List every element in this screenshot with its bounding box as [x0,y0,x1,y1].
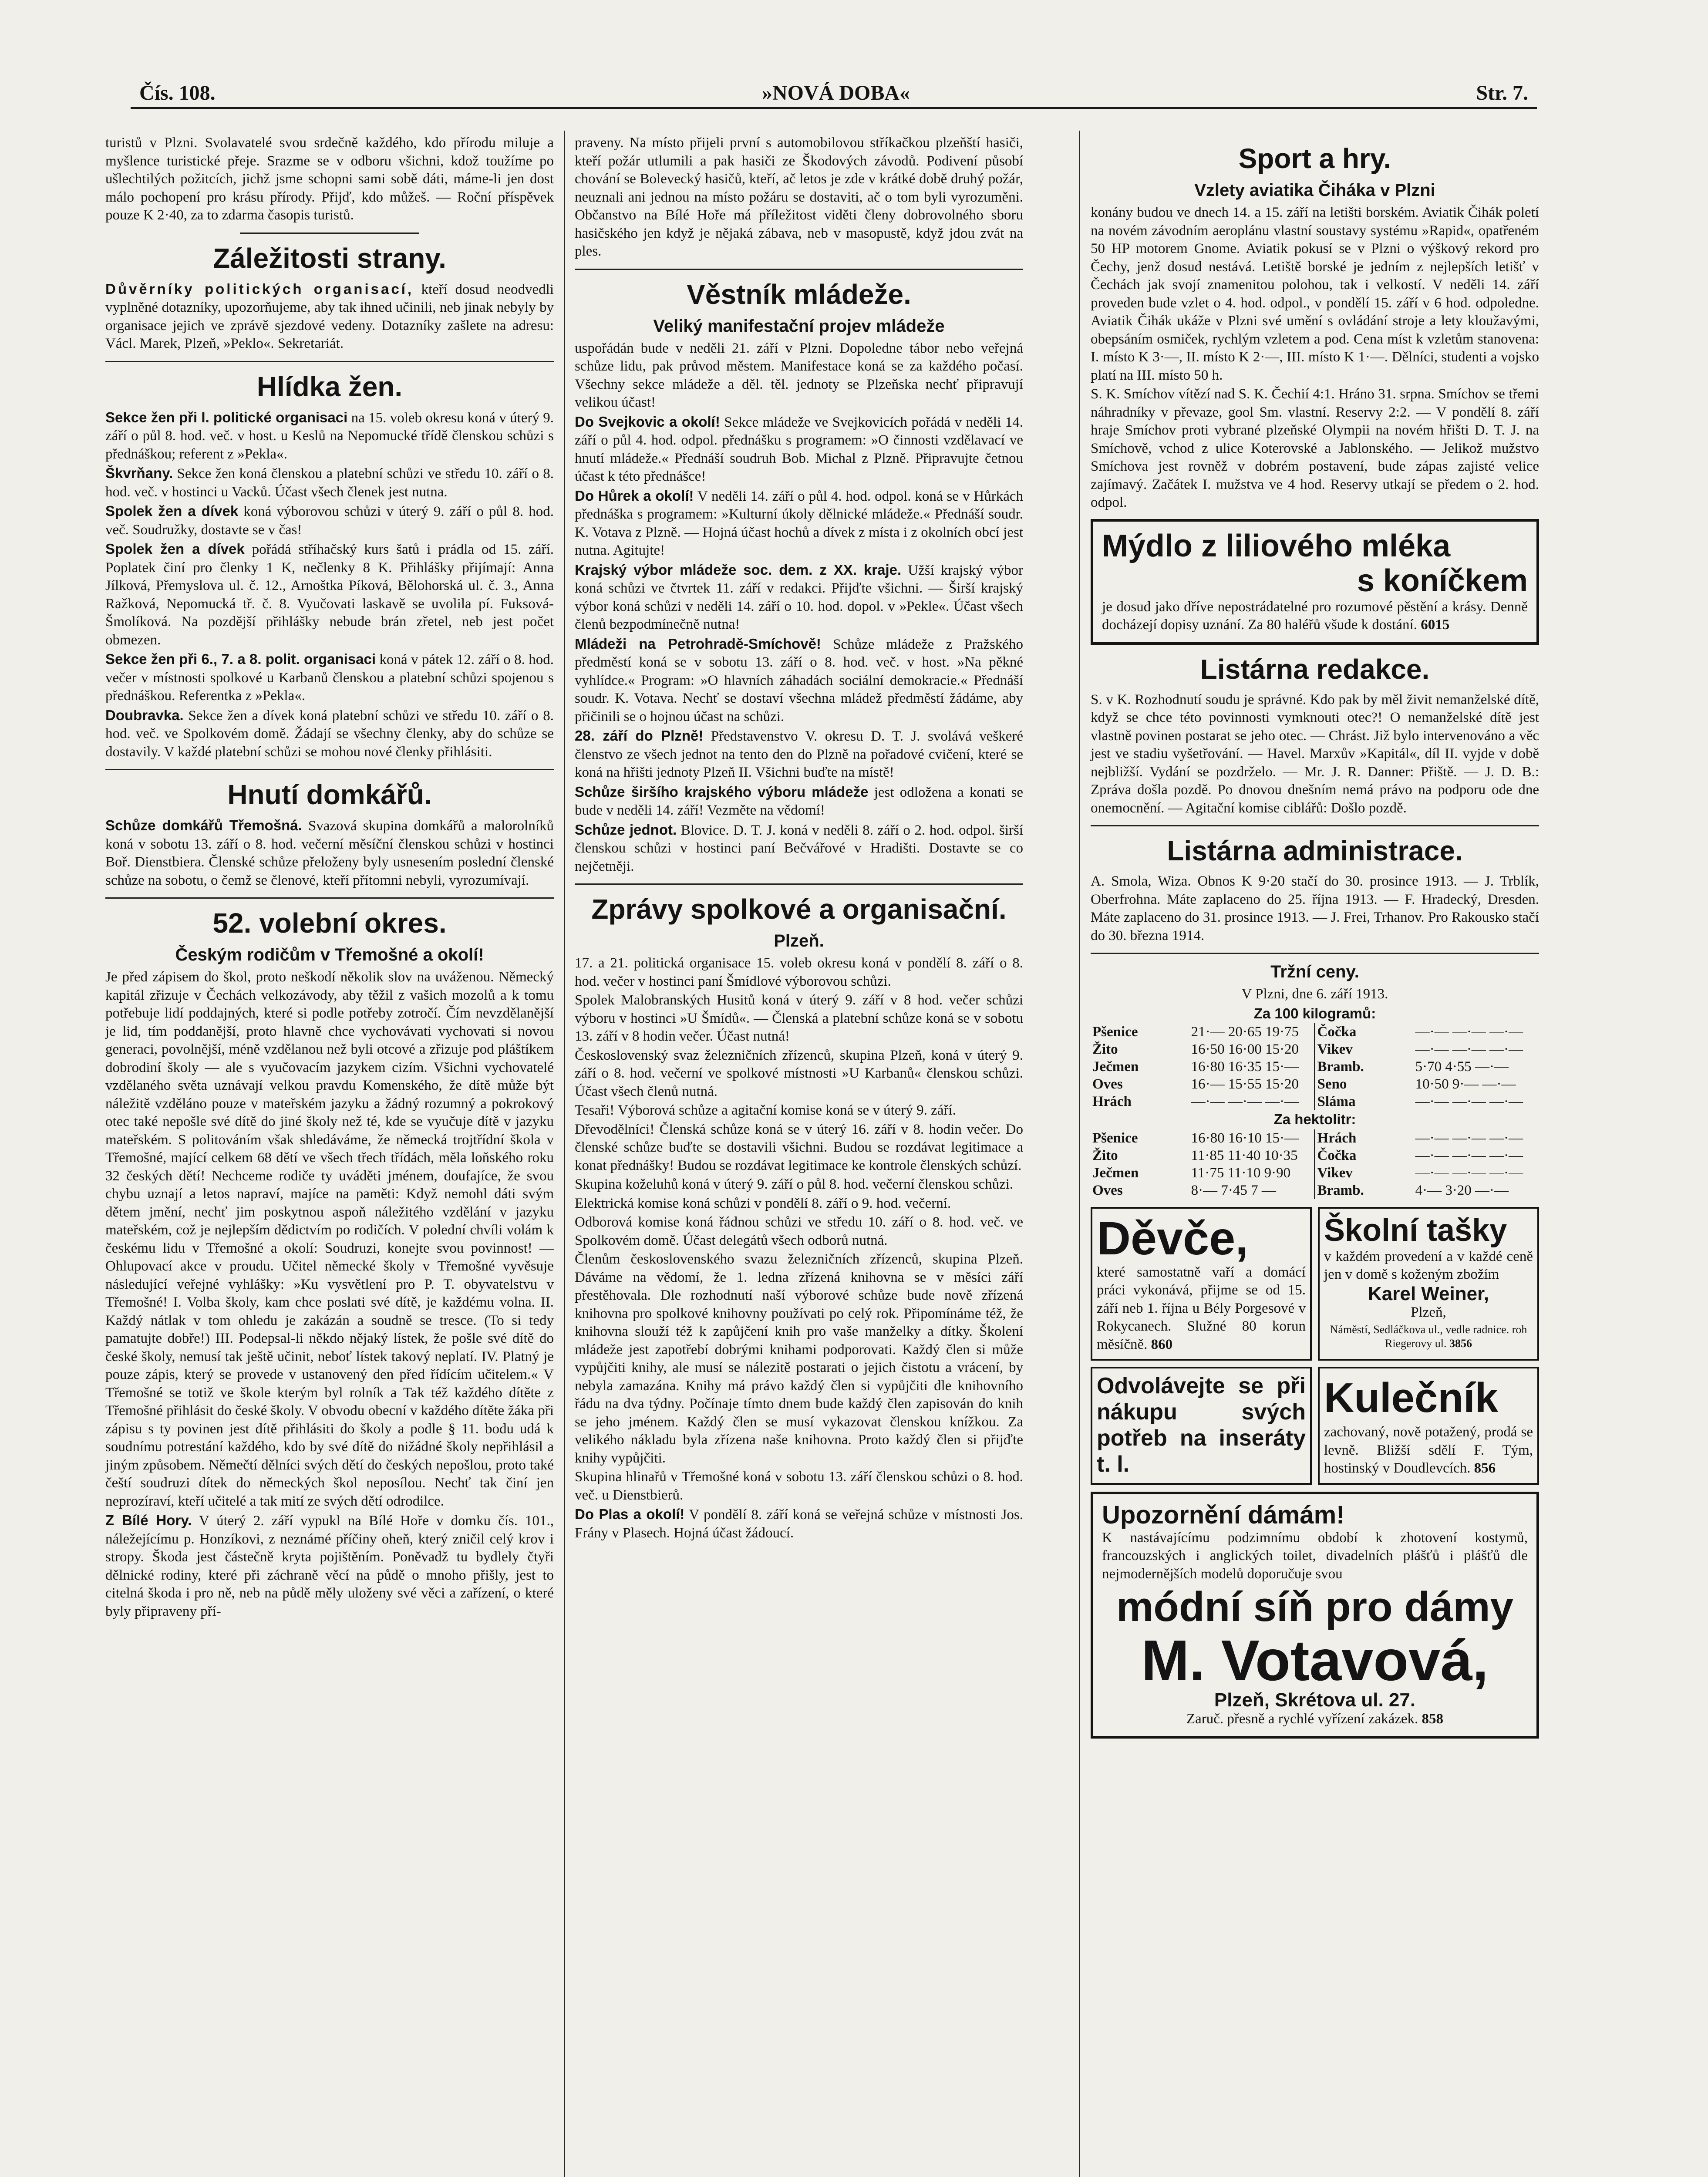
paragraph-lead: Mládeži na Petrohradě-Smíchově! [575,635,821,652]
ad-text: K nastávajícímu podzimnímu období k zhotovení kostymů, francouzských i anglických toilet, divadelních plášťů i plášťů dle nejmodernějších modelů doporučuje svou [1102,1530,1528,1582]
commodity-prices: 4·— 3·20 —·— [1415,1182,1509,1198]
ad-number: 3856 [1449,1337,1472,1350]
price-row [1091,1164,1539,1182]
ad-number: 6015 [1421,617,1450,633]
paragraph-text: V neděli 14. září o půl 4. hod. odpol. koná se v Hůrkách přednáška s programem: »Kulturní úkoly dělnické mládeže.« Přednáší soudr. K. Votava z Plzně. — Hojná účast hochů a dívek z místa i z okolních obcí jest nutna. Agitujte! [575,488,1024,558]
separator [575,883,1023,885]
ad-number: 858 [1422,1711,1444,1727]
ad-slogan: módní síň pro dámy [1116,1584,1514,1630]
price-row [1091,1182,1539,1199]
commodity-prices: 8·— 7·45 7 — [1191,1182,1276,1198]
paragraph-text: koná v pátek 12. září o 8. hod. večer v místnosti spolkové u Karbanů členskou a platební schůzi spojenou s přednáškou. Referentka z »Pekla«. [105,652,554,704]
commodity-name: Čočka [1315,1023,1414,1041]
ad-address-text: Náměstí, Sedláčkova ul., vedle radnice. roh Riegerovy ul. [1330,1323,1527,1350]
section-heading: Věstník mládeže. [687,278,911,310]
ad-headline: Mýdlo z liliového mléka [1102,528,1451,563]
paragraph-lead: Sekce žen při 6., 7. a 8. polit. organisaci [105,651,376,667]
ad-number: 860 [1151,1336,1173,1352]
article-text: Skupina koželuhů koná v úterý 9. září o půl 8. hod. večerní členskou schůzi. [575,1176,1014,1192]
paragraph-text: pořádá stříhačský kurs šatů i prádla od 15. září. Poplatek činí pro členky 1 K, nečlenky 8 K. Přihlášky přijímají: Anna Jílková, Přemyslova ul. č. 12., Arnoštka Píková, Bělohorská ul. č. 3., Anna Ražková, Nepomucká tř. č. 8. Vyučovati laskavě se uvolila pí. Fuksová-Šmolíková. Na pozdější přihlášky nebude brán zřetel, neb jest počet obmezen. [105,542,554,648]
section-heading: Tržní ceny. [1270,962,1359,981]
article-paragraph [105,650,554,705]
ad-text [1102,598,1528,634]
article-heading: Plzeň. [774,931,824,950]
price-row [1091,1093,1539,1110]
article-text: Členům československého svazu železničních zřízenců, skupina Plzeň. Dáváme na vědomí, že 1. ledna zřízená knihovna se v měsíci září přestěhovala. Dle rozhodnutí naší výborové schůze bude nově zřízená knihovna pro spolkové knihovny používati po celý rok. Připomínáme též, že knihovna slouží též k zapůjčení knih pro vaše manželky a dítky. Školení mládeže jest zapotřebí dobrými knihami podporovati. Každý člen si může vypůjčiti knihy, ale musí se nálezitě postarati o jejich čistotu a vrácení, by nebyla zamazána. Knihy má právo každý člen si vypůjčiti dle knihovního řádu na dva týdny. Počínaje tímto dnem bude každý člen zapisován do knih se jeho jménem. Každý člen se musí vykazovat členskou knížkou. Za velikého nákladu byla zřízena naše knihovna. Proto každý člen si přijďte knihy vypůjčiti. [575,1251,1023,1466]
commodity-name: Hrách [1092,1094,1132,1109]
article-text: konány budou ve dnech 14. a 15. září na letišti borském. Aviatik Čihák poletí na novém závodním aeroplánu vlastní soustavy systému »Rapid«, opatřeném 50 HP motorem Gnome. Aviatik pokusí se v Plzni o výškový rekord pro Čechy, jenž dosud nestává. Letiště borské je jedním z nejlepších letišť v Čechách jak svojí znamenitou polohou, tak i velkostí. V neděli 14. září proveden bude vzlet o 4. hod. odpol., v pondělí 15. září v 6 hod. odpoledne. Aviatik Čihák ukáže v Plzni své umění s ovládání stroje a lety kloužavými, obepsáním osmiček, rychlým vzletem a pod. Cena míst k vzletům stanovena: I. místo K 3·—, II. místo K 2·—, III. místo K 1·—. Dělníci, studenti a vojsko platí na III. místo 50 h. [1091,205,1539,383]
article-paragraph [575,487,1023,560]
paragraph-lead: Do Plas a okolí! [575,1506,685,1522]
article-paragraph [575,821,1023,876]
article-text: Československý svaz železničních zřízenců, skupina Plzeň, koná v úterý 9. září o 8. hod. večerní ve spolkové místnosti »U Karbanů« členskou schůzi. Účast všech členů nutná. [575,1047,1023,1099]
column-1 [105,134,554,1621]
commodity-name: Čočka [1315,1147,1414,1164]
article-text: uspořádán bude v neděli 21. září v Plzni. Dopoledne tábor nebo veřejná schůze lidu, pak průvod městem. Manifestace koná se za každého počasí. Všechny sekce mládeže a děl. těl. jednoty se Plzeňska nechť připravují velikou účast! [575,340,1023,410]
price-row [1091,1058,1539,1075]
paragraph-lead: 28. září do Plzně! [575,728,704,744]
ad-row [1091,1207,1539,1361]
commodity-prices: —·— —·— —·— [1415,1094,1523,1109]
column-2 [575,134,1023,1543]
section-heading: Zprávy spolkové a organisační. [591,893,1007,925]
prices-subheading: Za 100 kilogramů: [1253,1005,1376,1021]
paragraph-lead: Schůze širšího krajského výboru mládeže [575,783,869,800]
commodity-name: Oves [1092,1076,1123,1092]
paragraph-text: Blovice. D. T. J. koná v neděli 8. září o 2. hod. odpol. širší členskou schůzi v hostinci paní Bečvářové v Hradišti. Dostavte se co nejčetněji. [575,822,1023,874]
ad-body: které samostatně vaří a domácí práci vykonává, přijme se od 15. září neb 1. října u Bély Porgesové v Rokycanech. Služné 80 korun měsíčně. [1097,1264,1306,1352]
column-divider [1079,131,1080,2177]
commodity-name: Ječmen [1092,1165,1139,1181]
commodity-prices: 10·50 9·— —·— [1415,1076,1516,1092]
ad-text [1102,1710,1528,1729]
ad-merchant: Karel Weiner, [1368,1283,1489,1304]
commodity-name: Pšenice [1092,1130,1138,1146]
ad-headline: Školní tašky [1324,1213,1507,1248]
paragraph-lead: Krajský výbor mládeže soc. dem. z XX. kraje. [575,561,902,578]
paragraph-text: na 15. voleb okresu koná v úterý 9. září o půl 8. hod. več. v host. u Keslů na Nepomucké třídě členskou schůzi s přednáškou; referent z »Pekla«. [105,410,554,462]
ad-text [1097,1264,1306,1354]
paragraph-text: Schůze mládeže z Pražského předměstí koná se v sobotu 13. září o 8. hod. več. v host. »Na pěkné vyhlídce.« Program: »O hlavních záhadách sociální demokracie.« Přednáší soudr. K. Votava. Nechť se dostaví všechna mládež předměstí žádáme, aby přičinili se o hojnou účast na schůzi. [575,636,1023,725]
paragraph-lead: Spolek žen a dívek [105,541,245,557]
running-header [131,77,1537,109]
ad-headline: Kulečník [1324,1375,1499,1421]
price-row [1091,1147,1539,1164]
commodity-prices: 16·80 16·35 15·— [1191,1059,1299,1075]
commodity-prices: —·— —·— —·— [1415,1024,1523,1040]
ad-headline: Odvolávejte se při nákupu svých potřeb na inseráty t. l. [1097,1373,1306,1477]
article-text: Elektrická komise koná schůzi v pondělí 8. září o 9. hod. večerní. [575,1195,951,1211]
commodity-name: Bramb. [1315,1058,1414,1075]
price-row [1091,1129,1539,1147]
paragraph-lead: Škvrňany. [105,465,173,481]
prices-date: V Plzni, dne 6. září 1913. [1241,986,1388,1002]
issue-number: Čís. 108. [139,81,216,104]
section-heading: Listárna redakce. [1200,653,1430,685]
article-paragraph [575,561,1023,634]
article-paragraph [575,783,1023,820]
ad-address [1324,1323,1533,1351]
article-text: praveny. Na místo přijeli první s automobilovou stříkačkou plzeňští hasiči, kteří požár utlumili a pak hasiči ze Škodových závodů. Podivení působí chování se Bolevecký hasičů, kteří, ač letos je zde v krátké době druhý požár, neuznali ani jednou na místo požáru se dostaviti, ač o tom byli vyrozuměni. Občanstvo na Bílé Hoře má příležitost viděti členy dobrovolného sboru hasičského jen když je nějaká zábava, neb v masopustě, když jdou zvát na ples. [575,135,1023,259]
price-table-kilograms [1091,1023,1539,1110]
section-heading: Záležitosti strany. [213,242,446,274]
ad-note: Zaruč. přesně a rychlé vyřízení zakázek. [1186,1711,1418,1727]
paragraph-text: Sekce mládeže ve Svejkovicích pořádá v neděli 14. září o půl 4. hod. odpol. přednášku s programem: »O činnosti vzdělavací ve hnutí mládeže.« Přednáší soudruh Bob. Michal z Plzně. Připravujte četnou účast k této přednášce! [575,414,1023,484]
section-heading: Sport a hry. [1238,143,1391,174]
article-heading: Vzlety aviatika Čiháka v Plzni [1194,181,1435,200]
article-text: 17. a 21. politická organisace 15. voleb okresu koná v pondělí 8. září o 8. hod. večer v hostinci paní Šmídlové výborovou schůzi. [575,955,1023,989]
ad-text [1324,1423,1533,1478]
article-paragraph [105,1511,554,1621]
commodity-prices: —·— —·— —·— [1415,1130,1523,1146]
commodity-name: Žito [1092,1147,1118,1163]
commodity-prices: 5·70 4·55 —·— [1415,1059,1509,1075]
article-paragraph [105,280,554,353]
paragraph-lead: Doubravka. [105,707,184,723]
article-text: Tesaři! Výborová schůze a agitační komise koná se v úterý 9. září. [575,1102,956,1118]
commodity-prices: 11·85 11·40 10·35 [1191,1147,1298,1163]
price-table-hectolitre [1091,1129,1539,1199]
article-paragraph [575,727,1023,782]
ad-text: v každém provedení a v každé ceně jen v domě s koženým zbožím [1324,1248,1533,1282]
commodity-prices: —·— —·— —·— [1191,1094,1299,1109]
ad-headline: s koníčkem [1357,563,1528,598]
advertisement-billiard [1318,1367,1539,1485]
separator [105,897,554,899]
paragraph-text: Představenstvo V. okresu D. T. J. svolává veškeré členstvo ze všech jednot na tento den do Plzně na pořadové cvičení, které se koná na hřišti jednoty Plzeň II. Všichni buďte na místě! [575,728,1024,780]
commodity-name: Oves [1092,1182,1123,1198]
separator [105,361,554,362]
ad-headline: Upozornění dámám! [1102,1500,1345,1529]
commodity-prices: 16·80 16·10 15·— [1191,1130,1299,1146]
article-text: S. v K. Rozhodnutí soudu je správné. Kdo pak by měl živit nemanželské dítě, když se chce této povinnosti vymknouti otec?! O nemanželské dítě jest vlastně povinen postarat se jeho otec. — Chrást. Již bylo intervenováno a věc jest ve stadiu vyšetřování. — Havel. Marxův »Kapitál«, díl II. vyjde v době nejbližší. Vydání se pozdrželo. — Mr. J. R. Danner: Přiště. — J. D. B.: Zpráva došla pozdě. Po dnovou dnešním nemá právo na podporu ode dne onemocnění. — Agitační komise ciblářů: Došlo pozdě. [1091,691,1539,816]
paragraph-lead: Schůze domkářů Třemošná. [105,817,302,833]
article-text: A. Smola, Wiza. Obnos K 9·20 stačí do 30. prosince 1913. — J. Trblík, Oberfrohna. Máte zaplaceno do 25. října 1913. — F. Hradecký, Dresden. Máte zaplaceno do 31. prosince 1913. — J. Frei, Trhanov. Pro Rakousko stačí do 30. března 1914. [1091,873,1539,944]
commodity-name: Seno [1315,1075,1414,1093]
newspaper-title: »NOVÁ DOBA« [762,81,910,104]
article-text: Skupina hlinařů v Třemošné koná v sobotu 13. září členskou schůzi o 8. hod. več. u Dienstbierů. [575,1469,1023,1503]
paragraph-text: koná výborovou schůzi v úterý 9. září o půl 8. hod. več. Soudružky, dostavte se v čas! [105,504,554,538]
article-paragraph [575,1505,1023,1542]
commodity-name: Ječmen [1092,1059,1139,1075]
advertisement-bags [1318,1207,1539,1361]
commodity-prices: 11·75 11·10 9·90 [1191,1165,1291,1181]
article-text: Dřevodělníci! Členská schůze koná se v úterý 16. září v 8. hodin večer. Do členské schůze buďte se dostavili všichni. Budou se rozdávat legitimace a konat přednášky! Budou se rozdávat legitimace ke kontrole členských schůzí. [575,1121,1023,1173]
article-paragraph [105,540,554,649]
column-divider [564,131,565,2177]
separator [105,769,554,770]
ad-address: Plzeň, Skrétova ul. 27. [1214,1689,1416,1711]
paragraph-lead: Spolek žen a dívek [105,503,239,519]
ad-body: je dosud jako dříve nepostrádatelné pro rozumové pěstění a krásy. Denně docházejí dopisy uznání. Za 80 haléřů všude k dostání. [1102,599,1528,633]
commodity-name: Sláma [1315,1093,1414,1110]
commodity-prices: —·— —·— —·— [1415,1041,1523,1057]
paragraph-lead: Sekce žen při I. politické organisaci [105,409,348,425]
paragraph-text: Svazová skupina domkářů a malorolníků koná v sobotu 13. září o 8. hod. večerní měsíční členskou schůzi v hostinci Boř. Dienstbiera. Členské schůze přeloženy byly usnesením poslední členské schůze na sobotu, o čemž se členové, kteří přítomni nebyli, vyrozumívají. [105,818,554,888]
separator [1091,953,1539,954]
advertisement-notice [1091,1367,1312,1485]
ad-headline: Děvče, [1097,1211,1249,1264]
article-paragraph [105,464,554,501]
ad-city: Plzeň, [1411,1304,1446,1320]
commodity-prices: 21·— 20·65 19·75 [1191,1024,1299,1040]
article-text: Spolek Malobranských Husitů koná v úterý 9. září v 8 hod. večer schůzi výboru v hostinci »U Šmídů«. — Členská a platební schůze koná se v sobotu 13. září v 8 hodin večer. Účast nutná! [575,992,1023,1044]
article-text: Je před zápisem do škol, proto neškodí několik slov na uváženou. Německý kapitál zřizuje v Čechách velkozávody, aby těžil z vašich mozolů a k tomu potřebuje lidí poddajných, které si podle potřeby zotročí. Čím nevzdělanější je lid, tím poddanější, proto hlavně chce vychovávati vychovati si novou generaci, povolnější, méně vzdělanou než byli otcové a zřizuje pod pláštíkem dobrodiní školy — ale s vyučovacím jazykem cizím. Všichni vychovatelé vzdělaného světa uznávají velkou pravdu Komenského, že dítě může být náležitě vzděláno pouze v mateřském jazyku a žádný rozumný a pokrokový otec také nepošle své dítě do jiné školy než té, kde se vyučuje dítě v jazyku mateřském. S politováním však shledáváme, že německá trojtřídní škola v Třemošné, mající celkem 68 dětí ve všech třech třídách, měla loňského roku 32 českých dětí! Nechceme rodiče ty uváděti jménem, doufajíce, že svou chybu uznají a letos napraví, majíce na paměti: Když nemohl dáti svým dětem jmění, nechť jim poskytnou aspoň náležitého vzdělání v jazyku mateřském, což je nejlepším dědictvím po rodičích. V polední chvíli volám k českému lidu v Třemošné a okolí: Soudruzi, konejte svou povinnost! — Ohlupovací akce v proudu. Učitel německé školy v Třemošné vyvěsuje následující veřejné vyhlášky: »Ku vysvětlení pro P. T. obyvatelstvu v Třemošné! I. Volba školy, kam chce poslati své dítě, je každému volna. II. Každý nátlak v tom ohledu je zakázán a soudně se tresce. (To si tedy pamatujte dobře!) III. Podepsal-li někdo nějaký lístek, že pošle své dítě do české školy, nemusí tak ještě učinit, neboť lístek takový neplatí. IV. Platný je pouze zápis, který se provede v ustanovený den před řídícím učitelem.« V Třemošné se totiž ve škole kterým byl rolník a Tak též každého dítěte z Třemošné přihlásit do české školy. V obvodu obecní v každého dítěte žáka při zápisu s ty povinen jest dítě přihlásiti do školy a podle § 11. bodu udá k soudnímu potrestání každého, kdo by své dítě do nižádné školy nepřihlásil a jiným způsobem. Němečtí dělníci svých dětí do českých nepošlou, proto také čeští soudruzi dítek do německých škol neposílou. Nechť tak činí jen neprozíraví, kteří učitelé a tak mití ze svých dětí odrodilce. [105,969,554,1509]
advertisement-fashion [1091,1492,1539,1739]
article-paragraph [575,413,1023,486]
price-row [1091,1075,1539,1093]
paragraph-lead: Schůze jednot. [575,821,677,838]
price-row [1091,1023,1539,1041]
ad-merchant: M. Votavová, [1141,1628,1489,1692]
separator [1091,825,1539,826]
commodity-name: Vikev [1315,1164,1414,1182]
section-heading: Hlídka žen. [256,371,403,402]
commodity-prices: —·— —·— —·— [1415,1165,1523,1181]
section-heading: 52. volební okres. [212,907,447,939]
article-heading: Veliký manifestační projev mládeže [653,316,945,336]
ad-body: zachovaný, nově potažený, prodá se levně. Bližší sdělí F. Tým, hostinský v Doudlevcích. [1324,1424,1533,1476]
advertisement-soap [1091,519,1539,645]
separator [575,269,1023,270]
ad-number: 856 [1474,1460,1496,1476]
paragraph-text: V pondělí 8. září koná se veřejná schůze v místnosti Jos. Frány v Plasech. Hojná účast žádoucí. [575,1507,1024,1541]
paragraph-lead: Do Svejkovic a okolí! [575,413,720,430]
paragraph-lead: Důvěrníky politických organisací, [105,280,414,297]
article-text: Odborová komise koná řádnou schůzi ve středu 10. září o 8. hod. več. ve Spolkovém domě. Účast delegátů všech odborů nutná. [575,1214,1023,1248]
advertisement-maid [1091,1207,1312,1361]
commodity-name: Žito [1092,1041,1118,1057]
paragraph-lead: Do Hůrek a okolí! [575,487,694,504]
section-heading: Listárna administrace. [1167,835,1463,866]
article-text: turistů v Plzni. Svolavatelé svou srdečně každého, kdo přírodu miluje a myšlence turistické přeje. Srazme se v odboru všichni, kdož toužíme po ušlechtilých požitcích, jichž jsme schopni sami sobě dáti, máme-li jen dost málo pochopení pro krásu přírody. Přijď, kdo můžeš. — Roční příspěvek pouze K 2·40, za to zdarma časopis turistů. [105,135,554,223]
paragraph-text: Sekce žen koná členskou a platební schůzi ve středu 10. září o 8. hod. več. v hostinci u Vacků. Účast všech členek jest nutna. [105,466,554,500]
commodity-name: Vikev [1315,1041,1414,1058]
paragraph-text: kteří dosud neodvedli vyplněné dotazníky, upozorňujeme, aby tak ihned učinili, neb jinak nebyly by organisace jejich ve zprávě sjezdové vedeny. Dotazníky zašlete na adresu: Václ. Marek, Plzeň, »Peklo«. Sekretariát. [105,281,554,351]
ad-row [1091,1367,1539,1485]
separator [240,233,419,234]
article-paragraph [105,408,554,464]
paragraph-text: jest odložena a konati se bude v neděli 14. září! Vezměte na vědomí! [575,784,1023,818]
article-paragraph [575,635,1023,726]
article-paragraph [105,816,554,890]
section-heading: Hnutí domkářů. [227,779,432,810]
article-paragraph [105,502,554,539]
article-paragraph [105,706,554,762]
article-text: S. K. Smíchov vítězí nad S. K. Čechií 4:1. Hráno 31. srpna. Smíchov se třemi náhradníky v převaze, gool Sm. vlastní. Reservy 2:2. — V pondělí 8. září hraje Smíchov proti vybrané plzeňské Olympii na novém hřišti D. T. J. na Smíchově, vchod z ulice Koterovské a Jablonského. — Jelikož mužstvo Smíchova jest rovněž v dobrém postavení, bude zápas zajisté velice zajímavý. Začátek I. mužstva ve 4 hod. Reservy utkají se předem o 2. hod. odpol. [1091,386,1539,510]
paragraph-lead: Z Bílé Hory. [105,1512,192,1528]
paragraph-text: V úterý 2. září vypukl na Bílé Hoře v domku čís. 101., náležejícímu p. Honzíkovi, z neznámé příčiny oheň, který zničil celý krov i stropy. Škoda jest částečně kryta pojištěním. Poněvadž tu bydlely čtyři dělnické rodiny, které při záchraně věcí na půdě o mnoho přišly, jest to citelná škoda i pro ně, neb na půdě měly uloženy své věci a zařízení, o které byly připraveny pří- [105,1513,554,1619]
prices-subheading: Za hektolitr: [1273,1111,1356,1127]
article-heading: Českým rodičům v Třemošné a okolí! [175,945,484,964]
commodity-prices: 16·— 15·55 15·20 [1191,1076,1299,1092]
price-row [1091,1041,1539,1058]
paragraph-text: Sekce žen a dívek koná platební schůzi ve středu 10. září o 8. hod. več. ve Spolkovém domě. Žádají se všechny členky, aby do schůze se dostavily. V každé platební schůzi se mohou nové členky přihlásiti. [105,708,554,760]
commodity-name: Hrách [1315,1129,1414,1147]
commodity-prices: 16·50 16·00 15·20 [1191,1041,1299,1057]
paragraph-text: Užší krajský výbor koná schůzi ve čtvrtek 11. září v redakci. Přijďte všichni. — Širší krajský výbor koná schůzi v neděli 14. září o 10. hod. dopol. v »Pekle«. Účast všech členů bezpodmínečně nutna! [575,562,1023,632]
commodity-name: Bramb. [1315,1182,1414,1199]
commodity-name: Pšenice [1092,1024,1138,1040]
page-number: Str. 7. [1476,81,1528,104]
commodity-prices: —·— —·— —·— [1415,1147,1523,1163]
column-3 [1091,134,1539,1746]
